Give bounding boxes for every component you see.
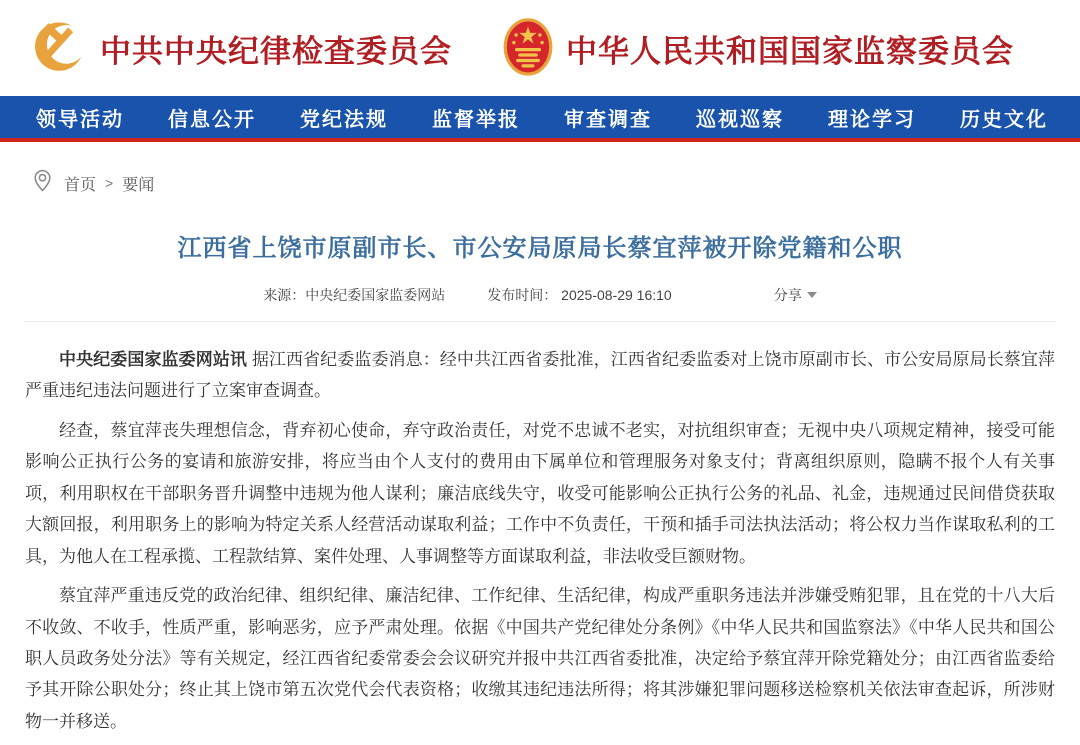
location-pin-icon xyxy=(30,168,55,198)
share-label: 分享 xyxy=(773,287,802,303)
nav-item[interactable]: 信息公开 xyxy=(168,108,256,131)
ccdi-brand-link[interactable] xyxy=(26,17,452,79)
national-emblem-icon xyxy=(502,17,554,79)
share-button[interactable] xyxy=(774,285,817,305)
article-paragraph: 经查，蔡宜萍丧失理想信念，背弃初心使命，弃守政治责任，对党不忠诚不老实，对抗组织审查；无视中央八项规定精神，接受可能影响公正执行公务的宴请和旅游安排，将应当由个人支付的费用由下属单位和管理服务对象支付；背离组织原则，隐瞒不报个人有关事项，利用职权在干部职务晋升调整中违规为他人谋利；廉洁底线失守，收受可能影响公正执行公务的礼品、礼金，违规通过民间借贷获取大额回报，利用职务上的影响为特定关系人经营活动谋取利益；工作中不负责任，干预和插手司法执法活动；将公权力当作谋取私利的工具，为他人在工程承揽、工程款结算、案件处理、人事调整等方面谋取利益，非法收受巨额财物。 xyxy=(25,420,1055,566)
caret-down-icon xyxy=(807,292,817,298)
article-publish-time: 发布时间： 2025-08-29 16:10 xyxy=(487,287,672,303)
nav-item[interactable]: 领导活动 xyxy=(36,108,124,131)
party-emblem-icon xyxy=(26,17,88,79)
breadcrumb-current[interactable]: 要闻 xyxy=(122,176,155,194)
nav-item[interactable]: 审查调查 xyxy=(564,108,652,131)
breadcrumb-home-link[interactable]: 首页 xyxy=(64,176,97,194)
ccdi-site-title: 中共中央纪律检查委员会 xyxy=(100,33,452,69)
article-title: 江西省上饶市原副市长、市公安局原局长蔡宜萍被开除党籍和公职 xyxy=(177,235,903,262)
breadcrumb xyxy=(30,168,1080,198)
nav-item[interactable]: 巡视巡察 xyxy=(696,108,784,131)
nsc-site-title: 中华人民共和国国家监察委员会 xyxy=(566,33,1014,69)
main-nav xyxy=(0,96,1080,142)
nav-item[interactable]: 党纪法规 xyxy=(300,108,388,131)
nsc-brand-link[interactable] xyxy=(502,17,1014,79)
nav-item[interactable]: 监督举报 xyxy=(432,108,520,131)
article-paragraph: 蔡宜萍严重违反党的政治纪律、组织纪律、廉洁纪律、工作纪律、生活纪律，构成严重职务违法并涉嫌受贿犯罪，且在党的十八大后不收敛、不收手，性质严重，影响恶劣，应予严肃处理。依据《中国共产党纪律处分条例》《中华人民共和国监察法》《中华人民共和国公职人员政务处分法》等有关规定，经江西省纪委常委会会议研究并报中共江西省委批准，决定给予蔡宜萍开除党籍处分；由江西省监委给予其开除公职处分；终止其上饶市第五次党代会代表资格；收缴其违纪违法所得；将其涉嫌犯罪问题移送检察机关依法审查起诉，所涉财物一并移送。 xyxy=(25,586,1055,731)
article-source: 来源：中央纪委国家监委网站 xyxy=(263,287,446,303)
article-body xyxy=(25,344,1055,737)
article-paragraph: 中央纪委国家监委网站讯 据江西省纪委监委消息：经中共江西省委批准，江西省纪委监委对上饶市原副市长、市公安局原局长蔡宜萍严重违纪违法问题进行了立案审查调查。 xyxy=(25,350,1055,401)
nav-item[interactable]: 历史文化 xyxy=(960,108,1048,131)
nav-item[interactable]: 理论学习 xyxy=(828,108,916,131)
article xyxy=(0,198,1080,745)
article-meta xyxy=(25,285,1055,322)
breadcrumb-separator: > xyxy=(105,175,114,191)
site-header xyxy=(0,0,1080,96)
